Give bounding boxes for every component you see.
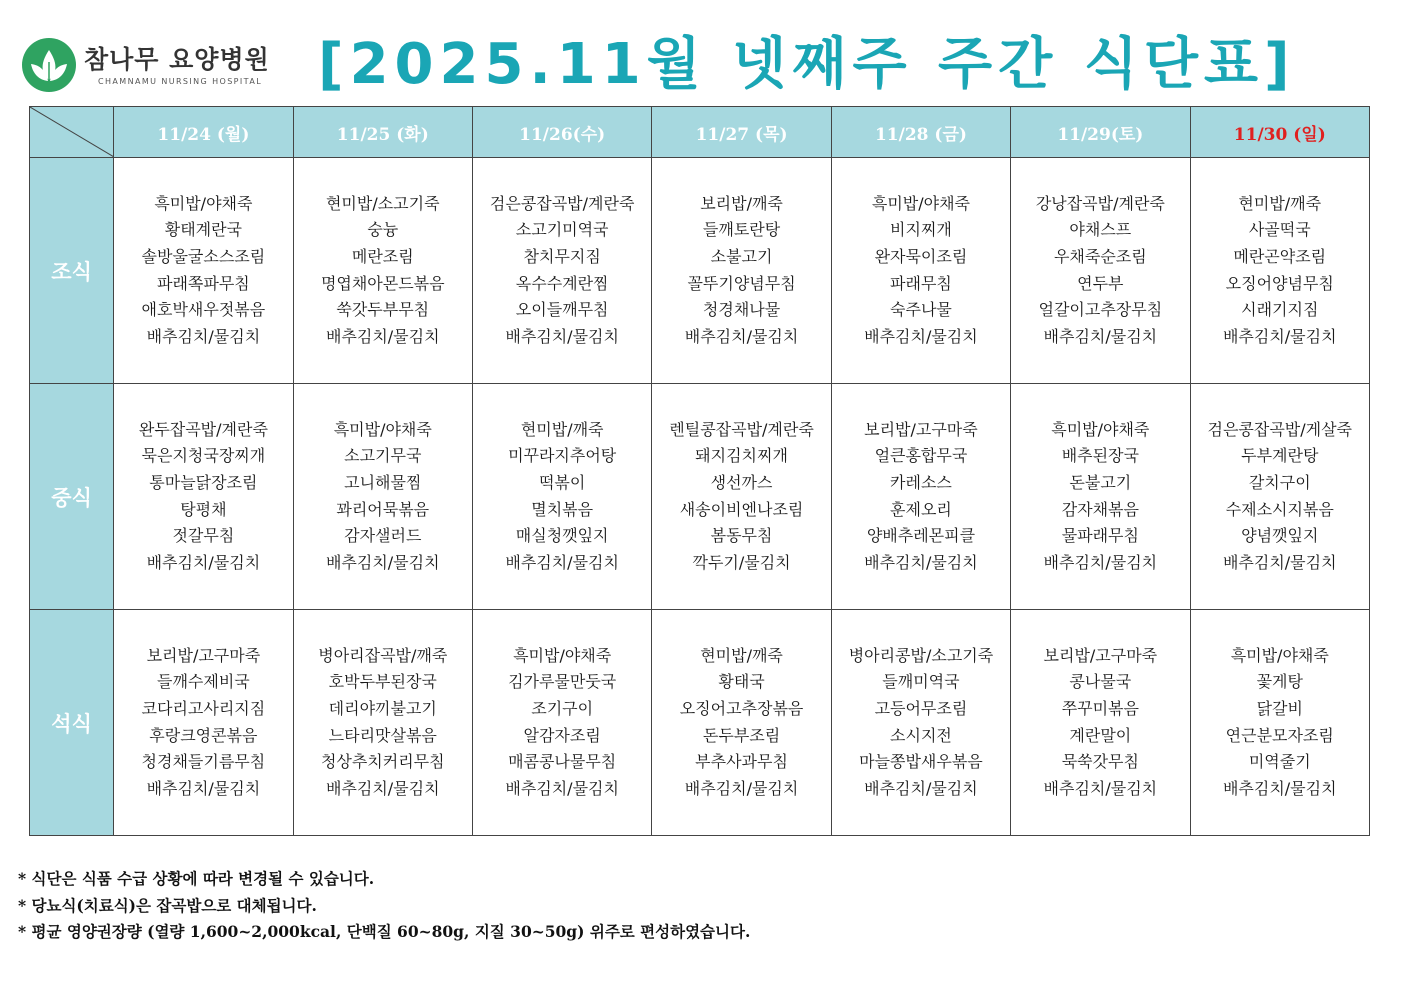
- menu-item-list: [832, 191, 1010, 351]
- menu-item: 돈두부조림: [702, 725, 781, 745]
- menu-item-list: [114, 191, 292, 351]
- menu-item: 참치무지짐: [523, 246, 601, 266]
- menu-cell: [293, 158, 472, 384]
- menu-item: 오징어고추장볶음: [679, 698, 804, 718]
- menu-cell: [652, 610, 831, 836]
- menu-cell: [293, 384, 472, 610]
- menu-item: 흑미밥/야채죽: [513, 645, 612, 665]
- menu-item: 메란곤약조림: [1233, 246, 1327, 266]
- menu-item-list: [1191, 417, 1369, 577]
- menu-item: 보리밥/고구마죽: [146, 645, 261, 665]
- menu-item: 청경채들기름무침: [141, 752, 266, 772]
- note-line: * 당뇨식(치료식)은 잡곡밥으로 대체됩니다.: [18, 895, 317, 915]
- menu-item: 배추김치/물김치: [325, 326, 440, 346]
- note-line: * 식단은 식품 수급 상황에 따라 변경될 수 있습니다.: [18, 869, 375, 888]
- menu-item: 배추김치/물김치: [146, 326, 261, 346]
- menu-item: 보리밥/고구마죽: [1043, 645, 1158, 665]
- logo-subtitle: CHAMNAMU NURSING HOSPITAL: [98, 76, 263, 86]
- menu-cell: [114, 158, 293, 384]
- menu-item: 시래기지짐: [1241, 300, 1319, 320]
- menu-item: 고등어무조림: [874, 698, 968, 718]
- menu-item: 들깨수제비국: [157, 672, 250, 692]
- menu-item: 김가루물만둣국: [508, 672, 617, 692]
- menu-item: 묵은지청국장찌개: [141, 446, 266, 466]
- menu-item: 배추김치/물김치: [325, 552, 440, 572]
- menu-item: 얼갈이고추장무침: [1038, 300, 1163, 320]
- menu-item-list: [473, 643, 651, 803]
- day-header-fri: 11/28 (금): [831, 107, 1010, 158]
- menu-item-list: [832, 643, 1010, 803]
- menu-item-list: [1011, 643, 1189, 803]
- menu-cell: [1190, 610, 1369, 836]
- day-header-wed: 11/26(수): [472, 107, 651, 158]
- menu-item: 고니해물찜: [344, 472, 422, 492]
- menu-item: 강낭잡곡밥/계란죽: [1035, 193, 1165, 213]
- menu-item: 미꾸라지추어탕: [508, 446, 617, 466]
- menu-cell: [293, 610, 472, 836]
- menu-item: 카레소스: [890, 472, 952, 492]
- menu-item: 현미밥/깨죽: [700, 645, 783, 665]
- menu-item-list: [473, 417, 651, 577]
- menu-item: 훈제오리: [890, 499, 952, 519]
- menu-item: 배추김치/물김치: [1043, 552, 1158, 572]
- menu-item: 황태국: [718, 672, 765, 692]
- note-line: * 평균 영양권장량 (열량 1,600~2,000kcal, 단백질 60~80g, 지질 30~50g) 위주로 편성하였습니다.: [18, 922, 751, 941]
- menu-item: 떡볶이: [538, 472, 586, 492]
- menu-item: 솔방울굴소스조림: [141, 246, 266, 266]
- header-row: [30, 107, 1370, 158]
- menu-item: 마늘쫑밥새우볶음: [859, 752, 983, 772]
- day-header-sat: 11/29(토): [1011, 107, 1190, 158]
- menu-item: 돈불고기: [1069, 472, 1132, 492]
- menu-item: 얼큰홍합무국: [874, 446, 968, 466]
- meal-label: 조식: [30, 158, 114, 384]
- leaf-logo-icon: [22, 38, 76, 92]
- menu-item: 매콤콩나물무침: [508, 752, 617, 772]
- menu-cell: [652, 384, 831, 610]
- notes: [18, 866, 750, 946]
- menu-item: 메란조림: [351, 246, 414, 266]
- menu-item: 생선까스: [710, 472, 773, 492]
- menu-item: 연두부: [1077, 273, 1124, 293]
- menu-item: 현미밥/깨죽: [1238, 193, 1322, 213]
- menu-item: 배추김치/물김치: [505, 778, 619, 798]
- menu-item: 배추김치/물김치: [146, 552, 261, 572]
- diagonal-line-icon: [30, 107, 114, 157]
- menu-item: 양념깻잎지: [1241, 526, 1319, 546]
- menu-item: 사골떡국: [1248, 220, 1311, 240]
- menu-item: 흑미밥/야채죽: [333, 419, 432, 439]
- menu-item-list: [652, 417, 830, 577]
- menu-item: 파래무침: [890, 273, 952, 293]
- menu-item: 꼴뚜기양념무침: [687, 273, 796, 293]
- menu-item: 쑥갓두부무침: [336, 300, 430, 320]
- menu-item: 완두잡곡밥/계란죽: [138, 419, 268, 439]
- menu-item: 청상추치커리무침: [320, 752, 445, 772]
- menu-item: 옥수수계란찜: [515, 273, 609, 293]
- corner-cell: [30, 107, 114, 158]
- menu-cell: [472, 384, 651, 610]
- menu-cell: [1011, 384, 1190, 610]
- menu-item: 오이들깨무침: [515, 300, 609, 320]
- menu-item: 흑미밥/야채죽: [1051, 419, 1150, 439]
- day-header-tue: 11/25 (화): [293, 107, 472, 158]
- menu-item: 데리야끼불고기: [328, 698, 437, 718]
- menu-item-list: [652, 191, 830, 351]
- menu-item: 애호박새우젓볶음: [141, 300, 266, 320]
- menu-item: 배추김치/물김치: [1222, 326, 1337, 346]
- menu-item: 배추된장국: [1061, 446, 1139, 466]
- menu-item: 깍두기/물김치: [692, 552, 791, 572]
- menu-item: 두부계란탕: [1241, 446, 1319, 466]
- page-title: [2025.11월 넷째주 주간 식단표]: [318, 32, 1296, 97]
- menu-item: 배추김치/물김치: [505, 552, 619, 572]
- day-header-sun: 11/30 (일): [1190, 107, 1369, 158]
- menu-item: 젓갈무침: [172, 526, 235, 546]
- menu-item: 꽈리어묵볶음: [336, 499, 430, 519]
- menu-item: 돼지김치찌개: [695, 446, 788, 466]
- menu-item: 조기구이: [531, 698, 594, 718]
- menu-item: 알감자조림: [523, 725, 601, 745]
- menu-item: 야채스프: [1069, 220, 1132, 240]
- weekly-menu-table: [29, 106, 1370, 836]
- menu-item: 계란말이: [1069, 725, 1132, 745]
- menu-cell: [1011, 158, 1190, 384]
- menu-item: 배추김치/물김치: [684, 326, 799, 346]
- menu-item: 현미밥/깨죽: [520, 419, 604, 439]
- menu-item: 묵쑥갓무침: [1061, 752, 1139, 772]
- menu-item: 감자샐러드: [344, 526, 422, 546]
- menu-cell: [831, 384, 1010, 610]
- menu-item: 현미밥/소고기죽: [325, 193, 440, 213]
- menu-item: 수제소시지볶음: [1225, 499, 1334, 519]
- menu-cell: [114, 384, 293, 610]
- meal-row-lunch: [30, 384, 1370, 610]
- menu-item: 코다리고사리지짐: [141, 698, 266, 718]
- menu-item: 병아리콩밥/소고기죽: [848, 645, 994, 665]
- menu-item: 오징어양념무침: [1225, 273, 1334, 293]
- menu-cell: [652, 158, 831, 384]
- menu-item: 멸치볶음: [531, 499, 594, 519]
- menu-item: 흑미밥/야채죽: [871, 193, 971, 213]
- menu-item: 흑미밥/야채죽: [154, 193, 253, 213]
- menu-cell: [472, 158, 651, 384]
- menu-item: 우채죽순조림: [1053, 246, 1147, 266]
- menu-item: 닭갈비: [1256, 698, 1303, 718]
- menu-item-list: [1011, 417, 1189, 577]
- menu-item-list: [114, 417, 292, 577]
- menu-item: 들깨토란탕: [702, 220, 781, 240]
- hospital-logo: [22, 38, 270, 92]
- menu-item-list: [1191, 191, 1369, 351]
- menu-item: 느타리맛살볶음: [328, 725, 437, 745]
- meal-label: 석식: [30, 610, 114, 836]
- menu-item: 탕평채: [180, 499, 227, 519]
- menu-item-list: [1191, 643, 1369, 803]
- menu-cell: [114, 610, 293, 836]
- menu-item: 물파래무침: [1061, 526, 1139, 546]
- menu-item: 감자채볶음: [1061, 499, 1139, 519]
- menu-item-list: [832, 417, 1010, 577]
- menu-item: 소불고기: [710, 246, 773, 266]
- menu-item: 쭈꾸미볶음: [1061, 698, 1139, 718]
- menu-item: 배추김치/물김치: [325, 778, 440, 798]
- day-header-mon: 11/24 (월): [114, 107, 293, 158]
- menu-item-list: [652, 643, 830, 803]
- menu-item: 보리밥/깨죽: [700, 193, 783, 213]
- menu-cell: [1190, 384, 1369, 610]
- menu-item: 배추김치/물김치: [1043, 778, 1158, 798]
- menu-item: 콩나물국: [1069, 672, 1132, 692]
- menu-item: 보리밥/고구마죽: [864, 419, 978, 439]
- menu-item: 배추김치/물김치: [684, 778, 799, 798]
- menu-item: 병아리잡곡밥/깨죽: [318, 645, 448, 665]
- menu-item: 배추김치/물김치: [1222, 552, 1337, 572]
- menu-cell: [1190, 158, 1369, 384]
- menu-cell: [472, 610, 651, 836]
- menu-item: 배추김치/물김치: [864, 552, 978, 572]
- day-header-thu: 11/27 (목): [652, 107, 831, 158]
- meal-row-breakfast: [30, 158, 1370, 384]
- menu-item-list: [473, 191, 651, 351]
- menu-item: 갈치구이: [1248, 472, 1311, 492]
- menu-cell: [1011, 610, 1190, 836]
- menu-item: 봄동무침: [710, 526, 773, 546]
- menu-item: 미역줄기: [1248, 752, 1311, 772]
- menu-item: 배추김치/물김치: [1222, 778, 1337, 798]
- menu-item: 파래쪽파무침: [157, 273, 250, 293]
- meal-label: 중식: [30, 384, 114, 610]
- menu-item: 들깨미역국: [882, 672, 960, 692]
- menu-item: 양배추레몬피클: [866, 526, 976, 546]
- menu-item: 연근분모자조림: [1225, 725, 1334, 745]
- menu-item: 완자묵이조림: [874, 246, 968, 266]
- menu-item: 숭늉: [367, 220, 399, 240]
- menu-cell: [831, 158, 1010, 384]
- menu-item: 통마늘닭장조림: [149, 472, 258, 492]
- menu-item: 배추김치/물김치: [146, 778, 261, 798]
- menu-item: 황태계란국: [164, 220, 243, 240]
- meal-row-dinner: [30, 610, 1370, 836]
- menu-item: 소시지전: [890, 725, 952, 745]
- menu-item: 배추김치/물김치: [1043, 326, 1158, 346]
- menu-item: 흑미밥/야채죽: [1230, 645, 1329, 665]
- menu-item: 배추김치/물김치: [864, 778, 978, 798]
- menu-item: 소고기무국: [344, 446, 422, 466]
- menu-item: 부추사과무침: [695, 752, 788, 772]
- menu-item: 후랑크영콘볶음: [149, 725, 258, 745]
- menu-item-list: [294, 191, 472, 351]
- menu-item: 비지찌개: [890, 220, 952, 240]
- menu-item: 숙주나물: [890, 300, 952, 320]
- menu-item-list: [1011, 191, 1189, 351]
- menu-item: 명엽채아몬드볶음: [320, 273, 445, 293]
- menu-item: 검은콩잡곡밥/게살죽: [1207, 419, 1353, 439]
- menu-item: 호박두부된장국: [328, 672, 437, 692]
- menu-item-list: [294, 643, 472, 803]
- logo-name: 참나무 요양병원: [84, 44, 270, 74]
- menu-item: 매실청깻잎지: [515, 526, 609, 546]
- menu-item: 렌틸콩잡곡밥/계란죽: [669, 419, 814, 439]
- menu-item: 배추김치/물김치: [864, 326, 978, 346]
- menu-item: 청경채나물: [702, 300, 781, 320]
- menu-item: 검은콩잡곡밥/계란죽: [489, 193, 635, 213]
- menu-cell: [831, 610, 1010, 836]
- menu-item: 배추김치/물김치: [505, 326, 619, 346]
- menu-item: 새송이비엔나조림: [679, 499, 804, 519]
- menu-item-list: [294, 417, 472, 577]
- menu-item-list: [114, 643, 292, 803]
- menu-item: 꽃게탕: [1256, 672, 1303, 692]
- menu-item: 소고기미역국: [515, 220, 609, 240]
